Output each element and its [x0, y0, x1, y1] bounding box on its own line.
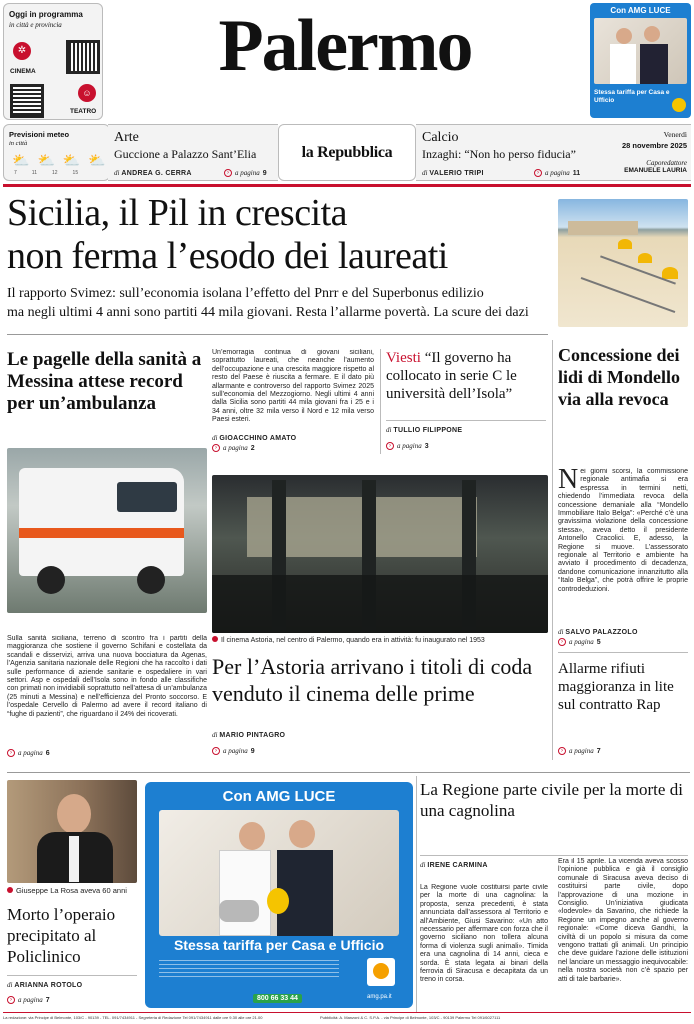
- arrow-right-icon: ›: [212, 444, 220, 452]
- page-reference[interactable]: › a pagina 9: [224, 169, 267, 177]
- page-reference[interactable]: › a pagina 9: [212, 747, 255, 755]
- byline-author: GIOACCHINO AMATO: [219, 435, 297, 442]
- editor-name: EMANUELE LAURIA: [624, 167, 687, 174]
- qr-code-cinema[interactable]: [66, 40, 100, 74]
- temp-max: 11: [31, 170, 37, 176]
- ad-brand: Con AMG LUCE: [222, 788, 336, 805]
- section-rule: [420, 855, 688, 856]
- arrow-right-icon: ›: [7, 996, 15, 1004]
- viesti-headline[interactable]: Viesti “Il governo ha collocato in serie C le università dell’Isola”: [386, 350, 517, 402]
- partly-cloudy-icon: ⛅: [88, 154, 106, 169]
- temp-min: 7: [14, 170, 17, 176]
- footer-rule: [3, 1012, 691, 1013]
- teaser-calcio[interactable]: Calcio Inzaghi: “Non ho perso fiducia” di VALERIO TRIPI › a pagina 11: [416, 124, 588, 181]
- sanita-body: Sulla sanità siciliana, terreno di scontro fra i partiti della maggioranza che sostiene il governo Schifani e costellata da scandali e disservizi, arriva una nuova bocciatura da Agenas, l’Agenzia sanitaria nazionale delle Regioni che ha raccolto i dati sulle performance di aziende sanitarie e ospedaliere in vari settori. Asp e ospedali dell’Isola sono in fondo alle classifiche con primati non invidiabili soprattutto nell’attesa di un’ambulanza (25 minuti a Messina) e nell’efficienza del Pronto soccorso. E l’ospedale Cervello di Palermo ad avere il record italiano di “fughe di pazienti”, che riguardano il 24% dei ricoverati.: [7, 635, 207, 718]
- weather-box[interactable]: [3, 124, 110, 181]
- caption-marker-icon: [212, 636, 218, 642]
- ad-top-sun-icon: [672, 98, 686, 112]
- ambulance-photo[interactable]: [7, 448, 207, 613]
- arrow-right-icon: ›: [7, 749, 15, 757]
- byline-author: ANDREA G. CERRA: [121, 170, 192, 177]
- bottom-band-rule: [7, 772, 690, 773]
- ad-top-amg[interactable]: [590, 3, 691, 118]
- section-rule: [7, 975, 137, 976]
- date: 28 novembre 2025: [621, 141, 687, 150]
- events-box[interactable]: [3, 3, 103, 120]
- byline-author: MARIO PINTAGRO: [219, 732, 286, 739]
- ad-sun-logo: [367, 958, 395, 986]
- qr-code-teatro[interactable]: [10, 84, 44, 118]
- column-divider: [552, 340, 553, 760]
- operaio-photo[interactable]: [7, 780, 137, 883]
- page-reference[interactable]: › a pagina 7: [558, 747, 601, 755]
- page-reference[interactable]: › a pagina 7: [7, 996, 50, 1004]
- teaser-arte[interactable]: Arte Guccione a Palazzo Sant’Elia di ANDREA G. CERRA › a pagina 9: [108, 124, 278, 181]
- beach-photo[interactable]: [558, 199, 688, 327]
- arrow-right-icon: ›: [224, 169, 232, 177]
- ad-main-amg[interactable]: [145, 782, 413, 1008]
- partly-cloudy-icon: ⛅: [37, 154, 55, 169]
- mondello-body: Nei giorni scorsi, la commissione regionale antimafia si era espressa in termini netti, chiedendo l’immediata revoca della concessione demaniale alla “Mondello Immobiliare Italo Belga”: «Perché c’è una gravissima violazione della concessione stessa», aveva detto il presidente Antonello Cracolici. E, adesso, la Regione si muove. L’assessorato regionale al Territorio e ambiente ha avviato il procedimento di decadenza, dandone comunicazione innanzitutto alla “Italo Belga”, che potrà offrire le proprie controdeduzioni.: [558, 468, 688, 593]
- ad-fineprint: [159, 960, 339, 980]
- operaio-headline[interactable]: Morto l’operaio precipitato al Policlinico: [7, 905, 116, 966]
- cagnolina-headline[interactable]: La Regione parte civile per la morte di una cagnolina: [420, 780, 683, 820]
- cinema-label: CINEMA: [10, 68, 36, 75]
- temp-max: 15: [72, 170, 79, 176]
- byline-author: TULLIO FILIPPONE: [393, 427, 463, 434]
- lead-subheadline: Il rapporto Svimez: sull’economia isolana l’effetto del Pnrr e del Superbonus edilizio ma negli ultimi 4 anni sono partiti 44 mila giovani. Resta l’allarme povertà. La scure dei dazi: [7, 286, 529, 320]
- dropcap: N: [558, 468, 579, 495]
- ad-top-brand: Con AMG LUCE: [610, 6, 671, 15]
- section-rule: [7, 334, 548, 335]
- ad-top-photo: [594, 18, 687, 84]
- editor-label: Caporedattore: [646, 159, 687, 167]
- masthead-title[interactable]: Palermo: [218, 5, 472, 87]
- teaser-headline: Guccione a Palazzo Sant’Elia: [114, 147, 257, 161]
- ad-photo: [159, 810, 399, 936]
- partly-cloudy-icon: ⛅: [62, 154, 81, 169]
- cinema-icon: ✲: [13, 42, 31, 60]
- page-reference[interactable]: › a pagina 2: [212, 444, 255, 452]
- section-rule: [386, 420, 546, 421]
- teatro-icon: ☺: [78, 84, 96, 102]
- brand-box[interactable]: [278, 124, 416, 181]
- byline-author: IRENE CARMINA: [427, 862, 488, 869]
- section-rule: [558, 652, 688, 653]
- events-title: Oggi in programma: [9, 10, 83, 19]
- lead-headline[interactable]: Sicilia, il Pil in crescita non ferma l’esodo dei laureati: [7, 192, 448, 277]
- page-reference[interactable]: › a pagina 11: [534, 169, 580, 177]
- lead-body: Un’emorragia continua di giovani siciliani, soprattutto laureati, che neanche l’aumento dell’occupazione e una crescita maggiore rispetto al resto del Paese è riuscita a fermare. E il dato più allarmante e controverso del rapporto Svimez 2025 sull’economia del Mezzogiorno. Negli ultimi 4 anni dalla Sicilia sono partiti 44 mila giovani fra i 25 e i 34 anni, oltre 32 mila verso il Nord e 12 mila verso Paesi esteri.: [212, 349, 374, 424]
- lightbulb-icon: [267, 888, 289, 914]
- arrow-right-icon: ›: [386, 442, 394, 450]
- cagnolina-body-left: La Regione vuole costituirsi parte civile per la morte di una cagnolina: la proposta, senza precedenti, è stata annunciata dall’assessora al Territorio e all’Ambiente, Giusi Savarino: «Un atto necessario per affermare con forza che il governo siciliano non tollera alcuna forma di violenza sugli animali». Timida era una cagnolina di 14 anni, cieca e sorda. È stata legata ai binari della ferrovia di Siracusa e decapitata da un treno in corsa.: [420, 884, 548, 984]
- events-subtitle: in città e provincia: [9, 21, 62, 29]
- astoria-caption: Il cinema Astoria, nel centro di Palermo, quando era in attività: fu inaugurato nel 1953: [212, 636, 548, 644]
- temp-min: 12: [51, 170, 58, 176]
- caption-marker-icon: [7, 887, 13, 893]
- astoria-headline[interactable]: Per l’Astoria arrivano i titoli di coda venduto il cinema delle prime: [212, 654, 533, 706]
- footer-redazione: La redazione: via Principe di Belmonte, 103/C - 90139 - TEL. 091/7434911 - Segreteria di Redazione Tel 091/7434911 dalle ore 9.30 alle ore 21.00: [3, 1015, 263, 1020]
- ad-top-tagline: Stessa tariffa per Casa e Ufficio: [594, 89, 670, 104]
- byline-author: VALERIO TRIPI: [429, 170, 484, 177]
- page-reference[interactable]: › a pagina 6: [7, 749, 50, 757]
- byline-author: SALVO PALAZZOLO: [565, 629, 638, 636]
- viesti-kicker: Viesti: [386, 350, 421, 366]
- page-reference[interactable]: › a pagina 3: [386, 442, 429, 450]
- partly-cloudy-icon: ⛅: [12, 154, 30, 169]
- column-divider: [416, 776, 417, 1012]
- mondello-headline[interactable]: Concessione dei lidi di Mondello via alla revoca: [558, 345, 681, 409]
- brand-logo: la Repubblica: [301, 143, 393, 161]
- teaser-section: Arte: [114, 130, 139, 145]
- masthead-rule: [3, 184, 691, 187]
- rifiuti-headline[interactable]: Allarme rifiuti maggioranza in lite sul contratto Rap: [558, 661, 674, 713]
- cagnolina-body-right: Era il 15 aprile. La vicenda aveva scosso l’opinione pubblica e già il consiglio comunale di Siracusa aveva deciso di costituirsi parte civile, dopo l’approvazione di una mozione in Consiglio. Un’iniziativa giudicata «lodevole» da Savarino, che richiede la Regione un impegno anche al governo regionale: «Come diceva Gandhi, la civiltà di un popolo si misura da come vengono trattati gli animali. Un principio che deve guidare l’azione delle istituzioni nel lanciare un messaggio inequivocabile: nella nostra società non c’è spazio per atti di tale barbarie».: [558, 858, 688, 983]
- page-reference[interactable]: › a pagina 5: [558, 638, 601, 646]
- arrow-right-icon: ›: [534, 169, 542, 177]
- teaser-section: Calcio: [422, 130, 459, 145]
- weather-subtitle: in città: [9, 140, 28, 147]
- operaio-caption: Giuseppe La Rosa aveva 60 anni: [7, 886, 127, 895]
- teaser-headline: Inzaghi: “Non ho perso fiducia”: [422, 147, 576, 161]
- teatro-label: TEATRO: [70, 108, 97, 115]
- ad-phone[interactable]: 800 66 33 44: [253, 994, 302, 1003]
- footer-pubblicita: Pubblicità: A. Manzoni & C. S.P.A. - via Principe di Belmonte, 103/C - 90139 Palermo Tel 091/6027111: [320, 1015, 501, 1020]
- dateline: [588, 124, 691, 181]
- ad-web[interactable]: amg.pa.it: [367, 994, 392, 1000]
- ad-tagline: Stessa tariffa per Casa e Ufficio: [173, 937, 385, 953]
- arrow-right-icon: ›: [558, 747, 566, 755]
- arrow-right-icon: ›: [558, 638, 566, 646]
- byline-author: ARIANNA ROTOLO: [14, 982, 83, 989]
- arrow-right-icon: ›: [212, 747, 220, 755]
- astoria-photo[interactable]: [212, 475, 548, 633]
- weather-title: Previsioni meteo: [9, 130, 70, 139]
- column-divider: [380, 349, 381, 454]
- date-day: Venerdì: [663, 130, 687, 139]
- sanita-headline[interactable]: Le pagelle della sanità a Messina attese record per un’ambulanza: [7, 349, 202, 414]
